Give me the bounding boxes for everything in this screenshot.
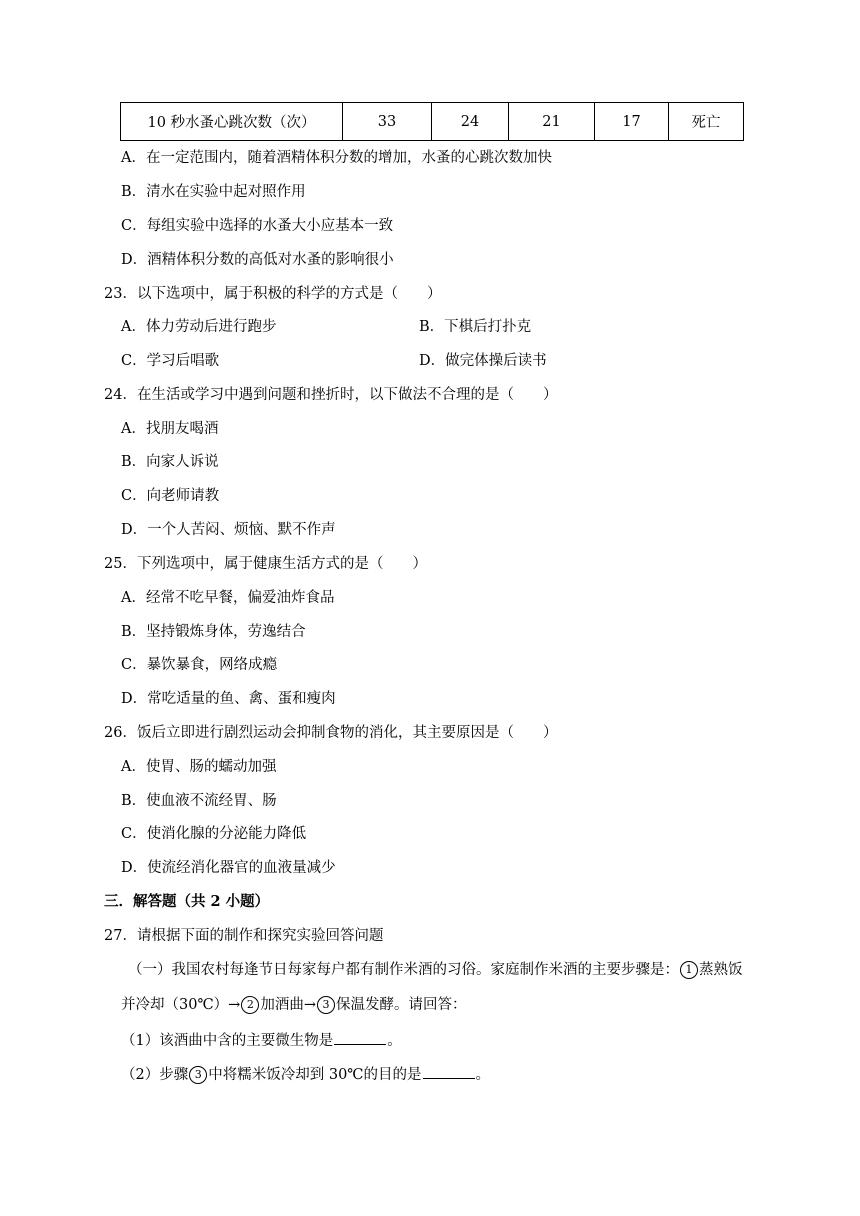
- q27-intro-text: （一）我国农村每逢节日每家每户都有制作米酒的习俗。家庭制作米酒的主要步骤是：: [128, 962, 679, 978]
- q27-sub-1: [121, 1030, 402, 1051]
- q24-option-b: B．向家人诉说: [121, 454, 219, 470]
- step-3-marker-ref: 3: [189, 1066, 207, 1084]
- q23-option-a: A．体力劳动后进行跑步: [121, 319, 277, 335]
- heartbeat-table: [120, 102, 744, 141]
- q27-intro-line-1: [128, 960, 743, 980]
- q26-option-c: C．使消化腺的分泌能力降低: [121, 826, 307, 842]
- q23-option-b: B．下棋后打扑克: [419, 319, 532, 335]
- q23-option-d: D．做完体操后读书: [419, 353, 547, 369]
- step-3-marker: 3: [317, 996, 335, 1014]
- step-1-marker: 1: [680, 961, 698, 979]
- q27-sub-2-text-b: 中将糯米饭冷却到 30℃的目的是: [208, 1067, 422, 1083]
- q27-step-1-text: 蒸熟饭: [699, 962, 743, 978]
- table-cell: 24: [432, 103, 509, 141]
- q27-sub-2-text-a: （2）步骤: [121, 1067, 189, 1083]
- q22-option-d: D．酒精体积分数的高低对水蚤的影响很小: [121, 252, 394, 268]
- q24-option-c: C．向老师请教: [121, 488, 220, 504]
- q27-step-2-text: 加酒曲→: [260, 997, 316, 1013]
- q27-sub-2: [121, 1064, 490, 1085]
- q26-stem: 26．饭后立即进行剧烈运动会抑制食物的消化，其主要原因是（ ）: [104, 725, 558, 741]
- q22-option-b: B．清水在实验中起对照作用: [121, 184, 306, 200]
- table-cell: 10 秒水蚤心跳次数（次）: [121, 103, 343, 141]
- q25-option-c: C．暴饮暴食，网络成瘾: [121, 657, 278, 673]
- period: 。: [475, 1067, 491, 1083]
- table-cell: 21: [509, 103, 595, 141]
- q25-stem: 25．下列选项中，属于健康生活方式的是（ ）: [104, 556, 427, 572]
- table-cell: 33: [343, 103, 432, 141]
- q25-option-b: B．坚持锻炼身体，劳逸结合: [121, 624, 306, 640]
- q26-option-b: B．使血液不流经胃、肠: [121, 793, 277, 809]
- q25-option-a: A．经常不吃早餐，偏爱油炸食品: [121, 590, 335, 606]
- q23-option-c: C．学习后唱歌: [121, 353, 220, 369]
- section-title: 三．解答题（共 2 小题）: [104, 893, 270, 910]
- table-cell: 死亡: [669, 103, 744, 141]
- answer-blank[interactable]: [334, 1030, 386, 1045]
- q22-option-a: A．在一定范围内，随着酒精体积分数的增加，水蚤的心跳次数加快: [121, 150, 552, 166]
- q27-sub-1-text: （1）该酒曲中含的主要微生物是: [121, 1033, 334, 1049]
- q27-step-3-text: 保温发酵。请回答：: [335, 997, 467, 1013]
- q23-stem: 23．以下选项中，属于积极的科学的方式是（ ）: [104, 286, 442, 302]
- q27-stem: 27．请根据下面的制作和探究实验回答问题: [104, 928, 384, 944]
- table-cell: 17: [595, 103, 669, 141]
- period: 。: [387, 1033, 402, 1049]
- q26-option-a: A．使胃、肠的蠕动加强: [121, 759, 277, 775]
- q24-stem: 24．在生活或学习中遇到问题和挫折时，以下做法不合理的是（ ）: [104, 387, 558, 403]
- q24-option-a: A．找朋友喝酒: [121, 421, 219, 437]
- q26-option-d: D．使流经消化器官的血液量减少: [121, 860, 336, 876]
- q22-option-c: C．每组实验中选择的水蚤大小应基本一致: [121, 218, 394, 234]
- q24-option-d: D．一个人苦闷、烦恼、默不作声: [121, 522, 336, 538]
- q27-intro-line-2: [121, 995, 466, 1015]
- step-2-marker: 2: [241, 996, 259, 1014]
- q27-intro-text-2: 并冷却（30℃）→: [121, 997, 241, 1013]
- table-row: [121, 103, 744, 141]
- answer-blank[interactable]: [423, 1064, 475, 1079]
- q25-option-d: D．常吃适量的鱼、禽、蛋和瘦肉: [121, 691, 336, 707]
